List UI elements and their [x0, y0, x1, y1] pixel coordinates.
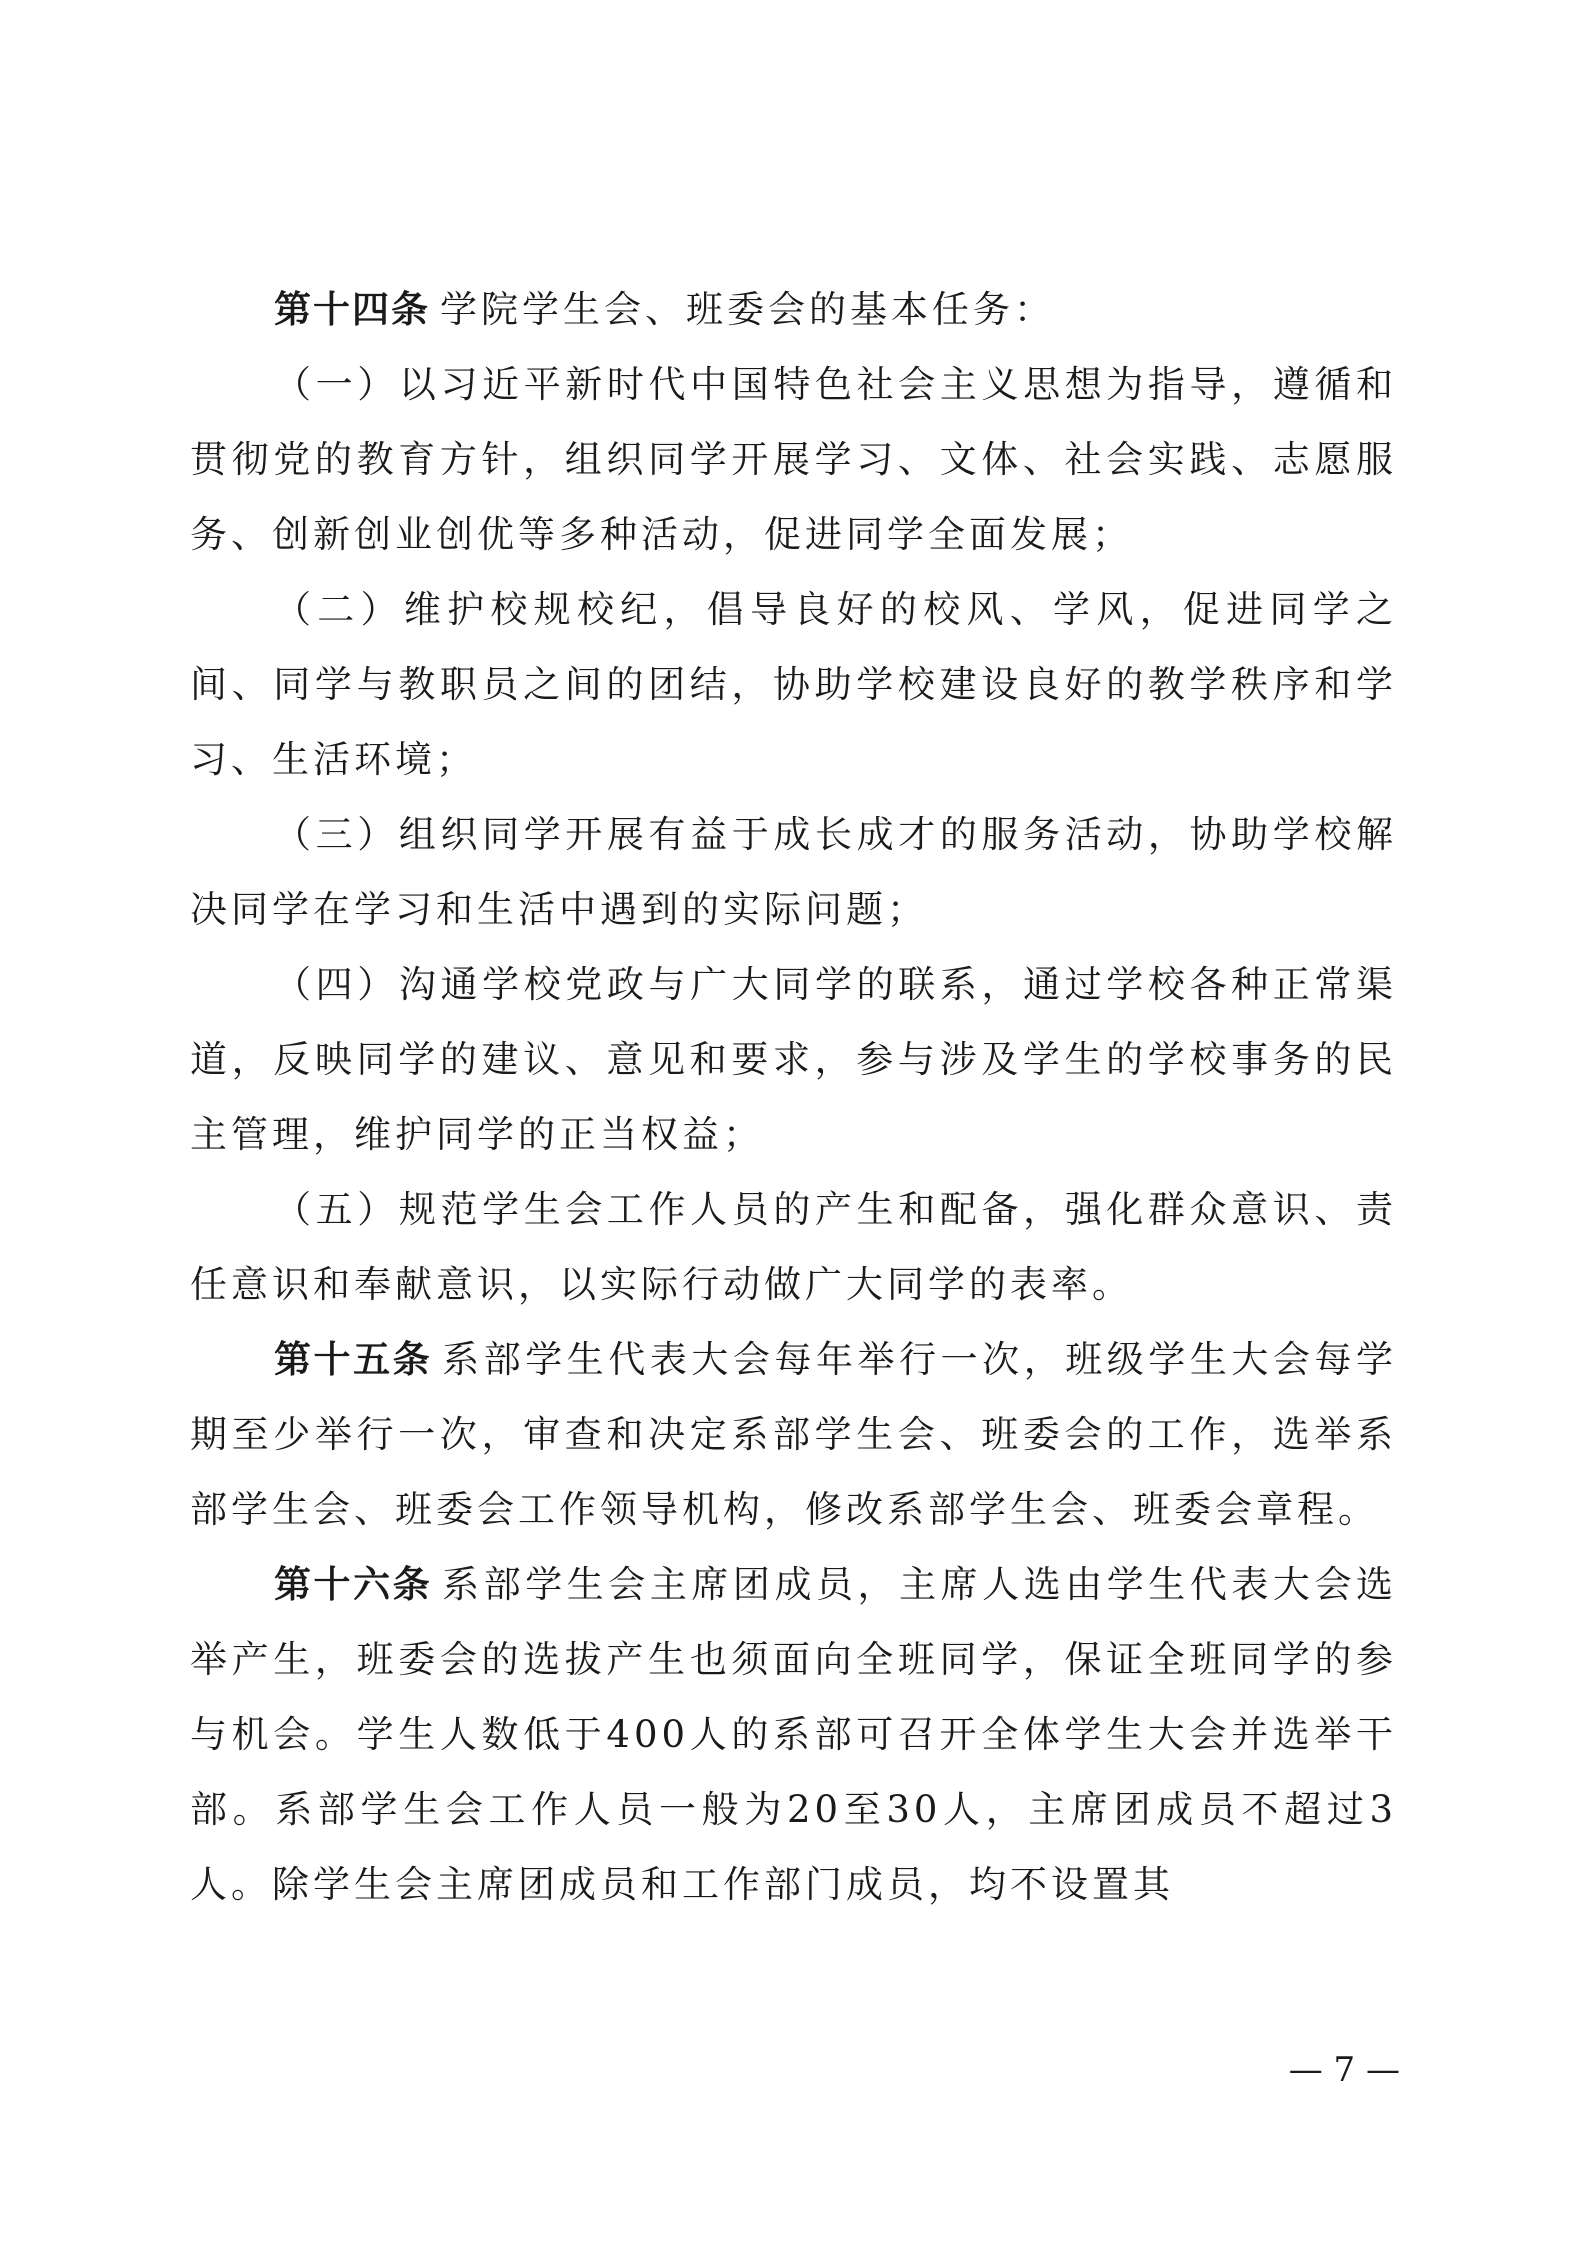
- article-14-item-2: （二）维护校规校纪，倡导良好的校风、学风，促进同学之间、同学与教职员之间的团结，协助学校建设良好的教学秩序和学习、生活环境；: [190, 588, 1397, 781]
- article-16-text: 系部学生会主席团成员，主席人选由学生代表大会选举产生，班委会的选拔产生也须面向全班同学，保证全班同学的参与机会。学生人数低于400人的系部可召开全体学生大会并选举干部。系部学生会工作人员一般为20至30人，主席团成员不超过3人。除学生会主席团成员和工作部门成员，均不设置其: [190, 1563, 1398, 1906]
- page-number: — 7 —: [1288, 2050, 1400, 2090]
- article-15-number: 第十五条: [274, 1338, 433, 1381]
- article-15-text: 系部学生代表大会每年举行一次，班级学生大会每学期至少举行一次，审查和决定系部学生会、班委会的工作，选举系部学生会、班委会工作领导机构，修改系部学生会、班委会章程。: [190, 1338, 1398, 1531]
- document-body: [190, 272, 1397, 1922]
- article-16-number: 第十六条: [274, 1563, 433, 1606]
- article-14-intro-text: 学院学生会、班委会的基本任务：: [440, 288, 1055, 331]
- article-14-item-5: （五）规范学生会工作人员的产生和配备，强化群众意识、责任意识和奉献意识，以实际行动做广大同学的表率。: [190, 1188, 1397, 1306]
- article-14-item-1: （一）以习近平新时代中国特色社会主义思想为指导，遵循和贯彻党的教育方针，组织同学开展学习、文体、社会实践、志愿服务、创新创业创优等多种活动，促进同学全面发展；: [190, 363, 1397, 556]
- article-14-item-4: （四）沟通学校党政与广大同学的联系，通过学校各种正常渠道，反映同学的建议、意见和要求，参与涉及学生的学校事务的民主管理，维护同学的正当权益；: [190, 963, 1397, 1156]
- article-16: [190, 1547, 1397, 1922]
- article-14-intro: [190, 272, 1397, 347]
- article-14-item-3: （三）组织同学开展有益于成长成才的服务活动，协助学校解决同学在学习和生活中遇到的实际问题；: [190, 813, 1397, 931]
- article-15: [190, 1322, 1397, 1547]
- article-14-number: 第十四条: [274, 288, 430, 331]
